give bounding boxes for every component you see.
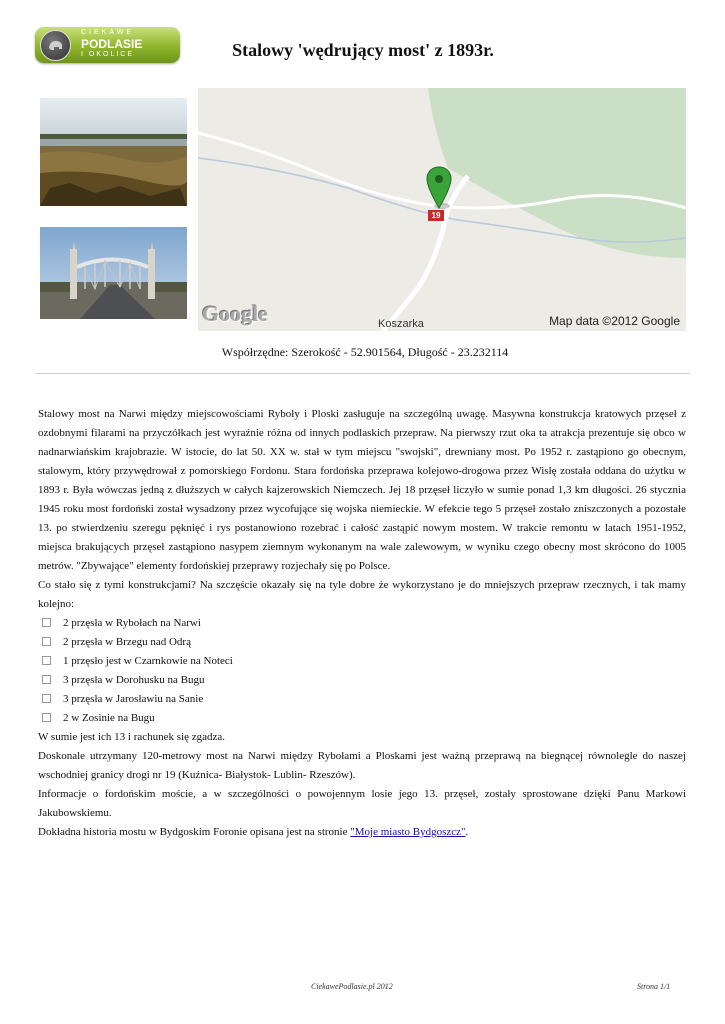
list-item: 3 przęsła w Jarosławiu na Sanie [38, 690, 686, 709]
list-item: 2 przęsła w Brzegu nad Odrą [38, 633, 686, 652]
bullet-box-icon [42, 637, 51, 646]
map-place-label: Koszarka [378, 318, 424, 330]
list-item: 2 w Zosinie na Bugu [38, 709, 686, 728]
road-number-badge: 19 [428, 210, 444, 221]
google-logo: Google [202, 301, 268, 326]
page-title: Stalowy 'wędrujący most' z 1893r. [232, 40, 494, 60]
paragraph-intro-list: Co stało się z tymi konstrukcjami? Na szczęście okazały się na tyle dobre że wykorzystano je do mniejszych przepraw rzecznych, i tak mamy kolejno: [38, 579, 686, 610]
bison-logo-icon [40, 30, 71, 61]
bullet-box-icon [42, 618, 51, 627]
logo-text-line1: CIEKAWE [81, 29, 135, 36]
coordinates-text: Współrzędne: Szerokość - 52.901564, Długość - 23.232114 [221, 345, 509, 359]
paragraph-history: Stalowy most na Narwi między miejscowościami Ryboły i Ploski zasługuje na szczególną uwagę. Masywna konstrukcja kratowych przęseł z ozdobnymi filarami na przyczółkach jest wyraźnie różna od innych podlaskich przepraw. Na pierwszy rzut oka ta atrakcja prezentuje się obco w nadnarwiańskim krajobrazie. W istocie, do lat 50. XX w. stał w tym miejscu "swojski", drewniany most. Po 1952 r. zastąpiono go obecnym, stalowym, który przywędrował z pomorskiego Fordonu. Stara fordońska przeprawa kolejowo-drogowa przez Wisłę została oddana do użytku w 1893 r. Była wówczas jedną z dłuższych w całych kajzerowskich Niemczech. Jej 18 przęseł liczyło w sumie ponad 1,3 km długości. 26 stycznia 1945 roku most fordoński został wysadzony przez wycofujące się wojska niemieckie. W efekcie tego 5 przęseł zostało zniszczonych a pozostałe 13. po stwierdzeniu szeregu pęknięć i rys postanowiono rozebrać i całość zastąpić nowym mostem. W trakcie remontu w latach 1951-1952, miejsca brakujących przęseł zastąpiono nasypem ziemnym wykonanym na wale zalewowym, w wyniku czego obecny most skrócono do 1005 metrów. "Zbywające" elementy fordońskiej przeprawy rozjechały się po Polsce. [38, 408, 686, 572]
map-attribution: Map data ©2012 Google [549, 314, 680, 328]
bullet-box-icon [42, 656, 51, 665]
paragraph-sum: W sumie jest ich 13 i rachunek się zgadza. [38, 731, 226, 743]
paragraph-source: Dokładna historia mostu w Bydgoskim Foronie opisana jest na stronie "Moje miasto Bydgoszcz". [38, 826, 469, 838]
footer-page-number: Strona 1/1 [637, 982, 671, 991]
span-location-list [38, 614, 686, 728]
paragraph-credits: Informacje o fordońskim moście, a w szczególności o powojennym losie jego 13. przęseł, zostały sprostowane dzięki Panu Markowi Jakubowskiemu. [38, 788, 686, 819]
divider [35, 373, 690, 374]
location-map[interactable] [198, 88, 686, 331]
article-body [38, 405, 686, 842]
logo-text-line2: PODLASIE [81, 37, 143, 51]
map-marker-icon[interactable] [426, 166, 452, 215]
landscape-photo [40, 98, 187, 206]
paragraph-road: Doskonale utrzymany 120-metrowy most na Narwi między Rybołami a Ploskami jest ważną przeprawą na biegnącej równolegle do naszej wschodniej granicy drogi nr 19 (Kuźnica- Białystok- Lublin- Rzeszów). [38, 750, 686, 781]
bridge-photo [40, 227, 187, 319]
bullet-box-icon [42, 713, 51, 722]
logo-text-line3: I OKOLICE [81, 51, 135, 58]
footer-site: CiekawePodlasie.pl 2012 [311, 982, 393, 991]
source-link[interactable]: "Moje miasto Bydgoszcz" [350, 826, 466, 838]
list-item: 1 przęsło jest w Czarnkowie na Noteci [38, 652, 686, 671]
list-item: 3 przęsła w Dorohusku na Bugu [38, 671, 686, 690]
site-logo[interactable] [35, 27, 180, 63]
bullet-box-icon [42, 694, 51, 703]
list-item: 2 przęsła w Rybołach na Narwi [38, 614, 686, 633]
bullet-box-icon [42, 675, 51, 684]
